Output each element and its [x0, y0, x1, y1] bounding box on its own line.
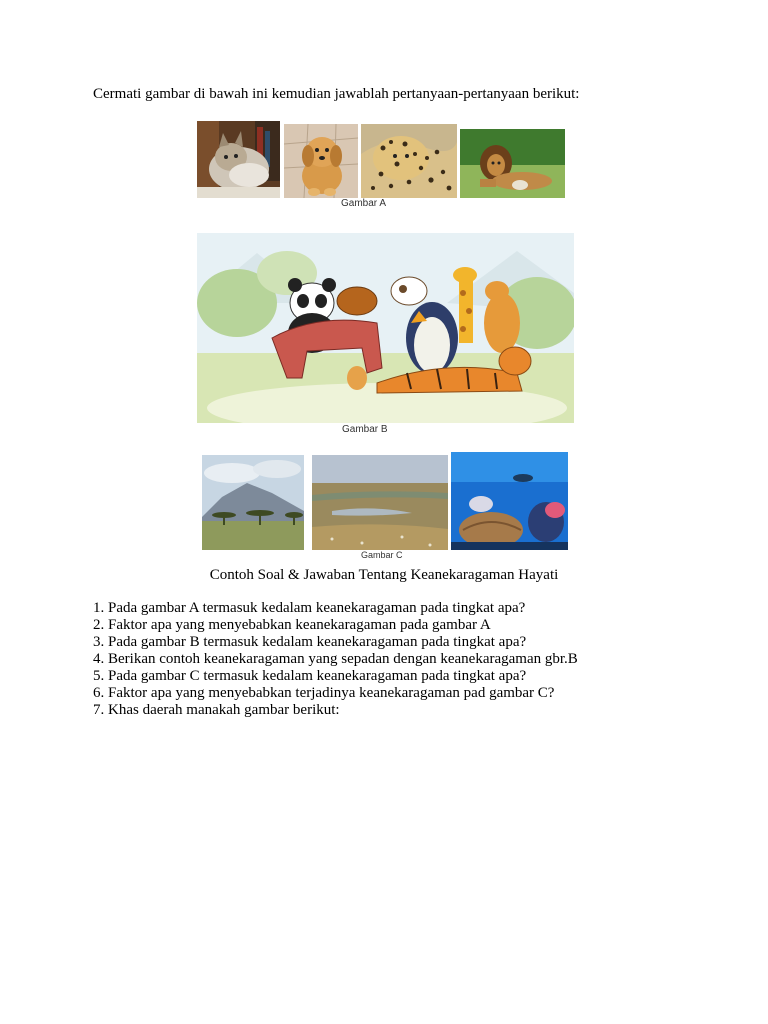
question-list	[93, 600, 578, 719]
coral-reef-photo	[451, 452, 568, 550]
lion-photo	[460, 129, 565, 198]
figure-b-cartoon-animals	[197, 233, 574, 423]
caption-gambar-c: Gambar C	[361, 550, 403, 560]
question-item: 2. Faktor apa yang menyebabkan keanekaragaman pada gambar A	[93, 617, 491, 633]
wetland-photo	[312, 455, 448, 550]
subtitle: Contoh Soal & Jawaban Tentang Keanekaragaman Hayati	[209, 567, 559, 583]
question-item: 1. Pada gambar A termasuk kedalam keanekaragaman pada tingkat apa?	[93, 600, 526, 616]
question-item: 4. Berikan contoh keanekaragaman yang sepadan dengan keanekaragaman gbr.B	[93, 651, 578, 667]
leopard-photo	[361, 124, 457, 198]
savanna-photo	[202, 455, 304, 550]
cat-photo	[197, 121, 280, 198]
question-item: 6. Faktor apa yang menyebabkan terjadinya keanekaragaman pad gambar C?	[93, 685, 555, 701]
puppy-photo	[284, 124, 358, 198]
caption-gambar-b: Gambar B	[342, 424, 388, 435]
question-item: 7. Khas daerah manakah gambar berikut:	[93, 702, 340, 718]
question-item: 3. Pada gambar B termasuk kedalam keanekaragaman pada tingkat apa?	[93, 634, 527, 650]
question-item: 5. Pada gambar C termasuk kedalam keanekaragaman pada tingkat apa?	[93, 668, 527, 684]
caption-gambar-a: Gambar A	[341, 198, 387, 209]
intro-text: Cermati gambar di bawah ini kemudian jawablah pertanyaan-pertanyaan berikut:	[93, 86, 580, 102]
